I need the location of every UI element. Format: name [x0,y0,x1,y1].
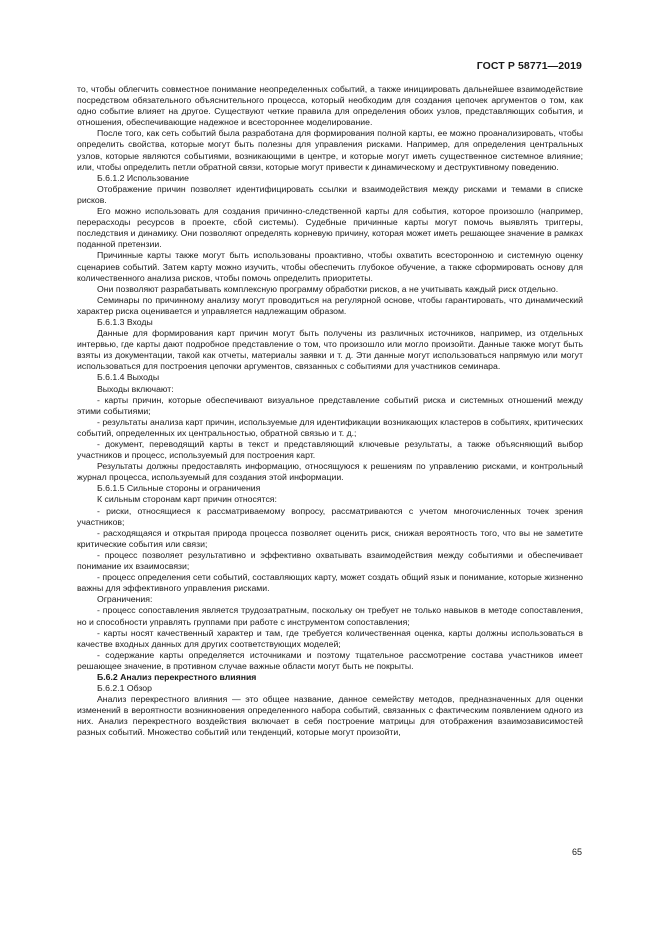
paragraph: то, чтобы облегчить совместное понимание неопределенных событий, а также инициировать дальнейшее взаимодействие посредством обязательного объяснительного процесса, который необходим для создания цепочек аргументов о том, как одно событие влияет на другое. Существуют четкие правила для определения обоих узлов, представляющих события, и отношения, обеспечивающие надежное и всестороннее моделирование. [77,84,583,128]
paragraph: Данные для формирования карт причин могут быть получены из различных источников, например, из отдельных интервью, где карты дают подробное представление о том, что произошло или могло произойти. Данные также могут быть взяты из документации, такой как отчеты, материалы заявки и т. д. Эти данные могут использоваться напрямую или могут использоваться для построения цепочки аргументов, связанных с событиями для участников семинара. [77,328,583,372]
paragraph: - документ, переводящий карты в текст и представляющий ключевые результаты, а также объясняющий выбор участников и процесс, используемый для построения карт. [77,439,583,461]
paragraph: - процесс определения сети событий, составляющих карту, может создать общий язык и понимание, которые жизненно важны для эффективного управления рисками. [77,572,583,594]
paragraph: - процесс сопоставления является трудозатратным, поскольку он требует не только навыков в методе сопоставления, но и способности управлять группами при работе с инструментом сопоставления; [77,605,583,627]
subsection-heading: Б.6.1.3 Входы [97,316,153,327]
paragraph: - процесс позволяет результативно и эффективно охватывать взаимодействия между событиями и обеспечивает понимание их взаимосвязи; [77,549,583,572]
paragraph: Отображение причин позволяет идентифицировать ссылки и взаимодействия между рисками и темами в списке рисков. [77,183,583,205]
document-header: ГОСТ Р 58771—2019 [476,60,582,72]
subsection-heading: Б.6.1.5 Сильные стороны и ограничения [97,483,261,494]
paragraph: Ограничения: [97,594,153,605]
subsection-heading: Б.6.2.1 Обзор [97,683,152,694]
paragraph: Семинары по причинному анализу могут проводиться на регулярной основе, чтобы гарантировать, что динамический характер риска оценивается и управляется надлежащим образом. [77,294,583,316]
paragraph: К сильным сторонам карт причин относятся: [97,494,277,505]
paragraph: Выходы включают: [97,383,174,394]
paragraph: - содержание карты определяется источниками и поэтому тщательное рассмотрение состава участников имеет решающее значение, в противном случае важные области могут быть не покрыты. [77,649,583,671]
paragraph: - расходящаяся и открытая природа процесса позволяет оценить риск, снижая вероятность того, что вы не заметите критические события или связи; [77,527,583,549]
page-number: 65 [571,847,582,857]
paragraph: - риски, относящиеся к рассматриваемому вопросу, рассматриваются с учетом многочисленных точек зрения участников; [77,505,583,527]
paragraph: Анализ перекрестного влияния — это общее название, данное семейству методов, предназначенных для оценки изменений в вероятности возникновения определенного набора событий, связанных с фактическим появлением одного из них. Анализ перекрестного воздействия включает в себя построение матрицы для отображения взаимозависимостей разных событий. Множество событий или тенденций, которые могут произойти, [77,694,583,738]
subsection-heading: Б.6.1.2 Использование [97,172,189,183]
paragraph: Они позволяют разрабатывать комплексную программу обработки рисков, а не учитывать каждый риск отдельно. [97,283,559,294]
paragraph: - результаты анализа карт причин, используемые для идентификации возникающих кластеров в событиях, критических событий, определенных их центральностью, обратной связью и т. д.; [77,416,583,438]
paragraph: Причинные карты также могут быть использованы проактивно, чтобы охватить всесторонною и системную оценку сценариев событий. Затем карту можно изучить, чтобы обеспечить глубокое обучение, а также сформировать основу для количественного анализа рисков, чтобы помочь определить приоритеты. [77,250,583,283]
body-text [77,84,583,739]
paragraph: Результаты должны предоставлять информацию, относящуюся к решениям по управлению рисками, и контрольный журнал процесса, используемый для создания этой информации. [77,461,583,483]
paragraph: - карты носят качественный характер и там, где требуется количественная оценка, карты должны использоваться в качестве входных данных для других соответствующих моделей; [77,627,583,649]
paragraph: - карты причин, которые обеспечивают визуальное представление событий риска и системных отношений между этими событиями; [77,394,583,416]
paragraph: После того, как сеть событий была разработана для формирования полной карты, ее можно проанализировать, чтобы определить свойства, которые могут быть полезны для управления рисками. Например, для определения центральных узлов, которые являются событиями, возникающими в центре, и которые могут иметь существенное системное влияние; или, чтобы определить петли обратной связи, которые могут привести к динамическому и деструктивному поведению. [77,128,583,172]
paragraph: Его можно использовать для создания причинно-следственной карты для события, которое произошло (например, перерасходы ресурсов в проекте, сбой системы). Судебные причинные карты могут помочь выявлять триггеры, последствия и динамику. Они позволяют определять корневую причину, которая может иметь решающее значение в рамках поданной претензии. [77,206,583,250]
section-heading: Б.6.2 Анализ перекрестного влияния [97,671,257,682]
subsection-heading: Б.6.1.4 Выходы [97,372,160,383]
